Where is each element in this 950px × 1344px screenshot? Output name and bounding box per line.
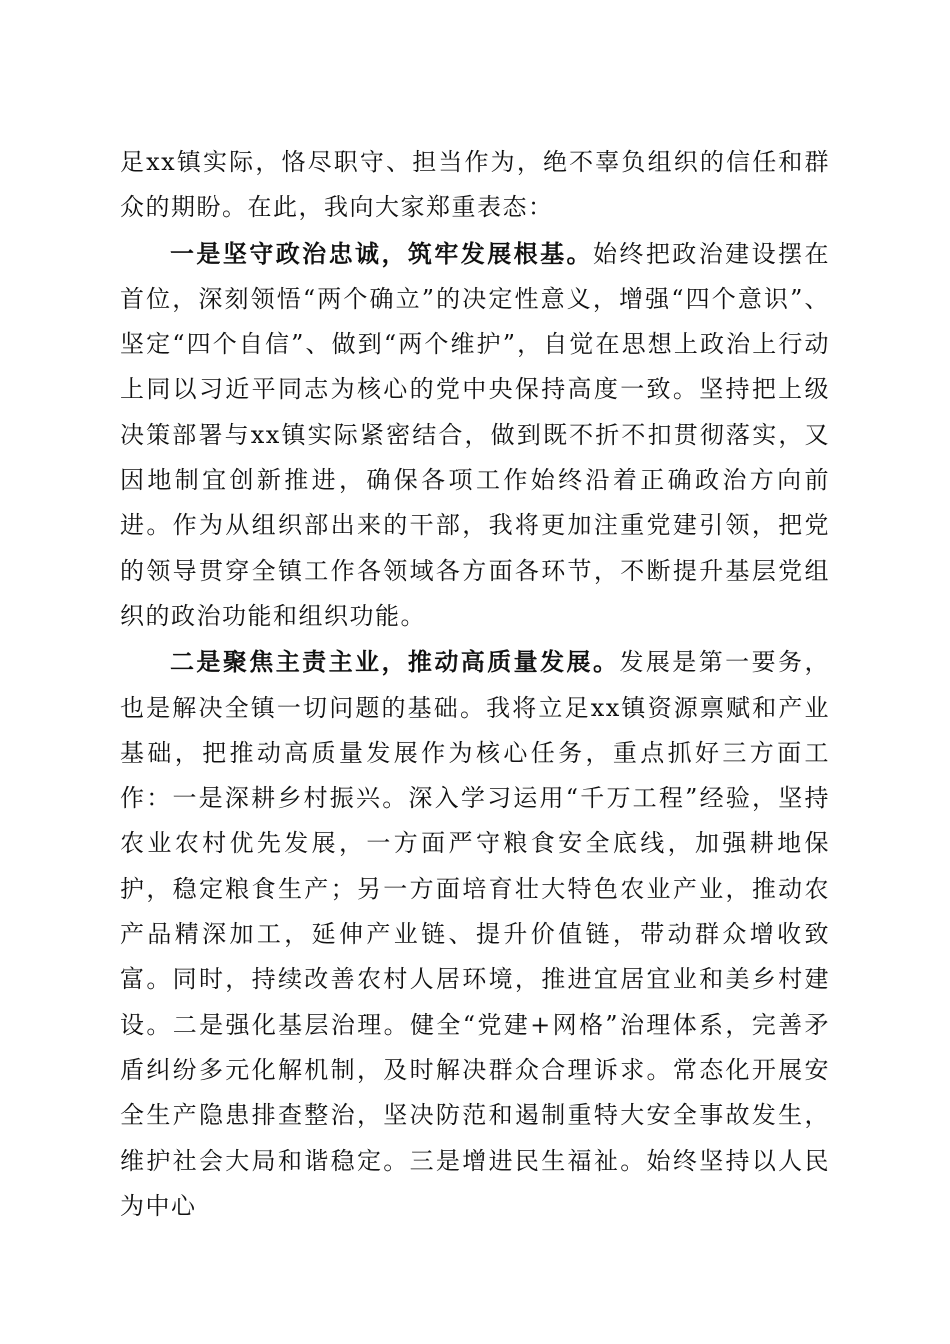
- paragraph-opening-text: 足xx镇实际，恪尽职守、担当作为，绝不辜负组织的信任和群众的期盼。在此，我向大家郑重表态：: [120, 148, 830, 222]
- paragraph-political-loyalty: [120, 231, 830, 640]
- document-page: [120, 140, 830, 1229]
- paragraph-opening: [120, 140, 830, 231]
- paragraph-high-quality-development: [120, 639, 830, 1229]
- paragraph-political-loyalty-text: 始终把政治建设摆在首位，深刻领悟“两个确立”的决定性意义，增强“四个意识”、坚定“四个自信”、做到“两个维护”，自觉在思想上政治上行动上同以习近平同志为核心的党中央保持高度一致。坚持把上级决策部署与xx镇实际紧密结合，做到既不折不扣贯彻落实，又因地制宜创新推进，确保各项工作始终沿着正确政治方向前进。作为从组织部出来的干部，我将更加注重党建引领，把党的领导贯穿全镇工作各领域各方面各环节，不断提升基层党组织的政治功能和组织功能。: [120, 239, 830, 630]
- paragraph-high-quality-development-heading: 二是聚焦主责主业，推动高质量发展。: [170, 647, 620, 677]
- paragraph-high-quality-development-text: 发展是第一要务，也是解决全镇一切问题的基础。我将立足xx镇资源禀赋和产业基础，把推动高质量发展作为核心任务，重点抓好三方面工作：一是深耕乡村振兴。深入学习运用“千万工程”经验，坚持农业农村优先发展，一方面严守粮食安全底线，加强耕地保护，稳定粮食生产；另一方面培育壮大特色农业产业，推动农产品精深加工，延伸产业链、提升价值链，带动群众增收致富。同时，持续改善农村人居环境，推进宜居宜业和美乡村建设。二是强化基层治理。健全“党建+网格”治理体系，完善矛盾纠纷多元化解机制，及时解决群众合理诉求。常态化开展安全生产隐患排查整治，坚决防范和遏制重特大安全事故发生，维护社会大局和谐稳定。三是增进民生福祉。始终坚持以人民为中心: [120, 648, 830, 1220]
- paragraph-political-loyalty-heading: 一是坚守政治忠诚，筑牢发展根基。: [170, 238, 593, 268]
